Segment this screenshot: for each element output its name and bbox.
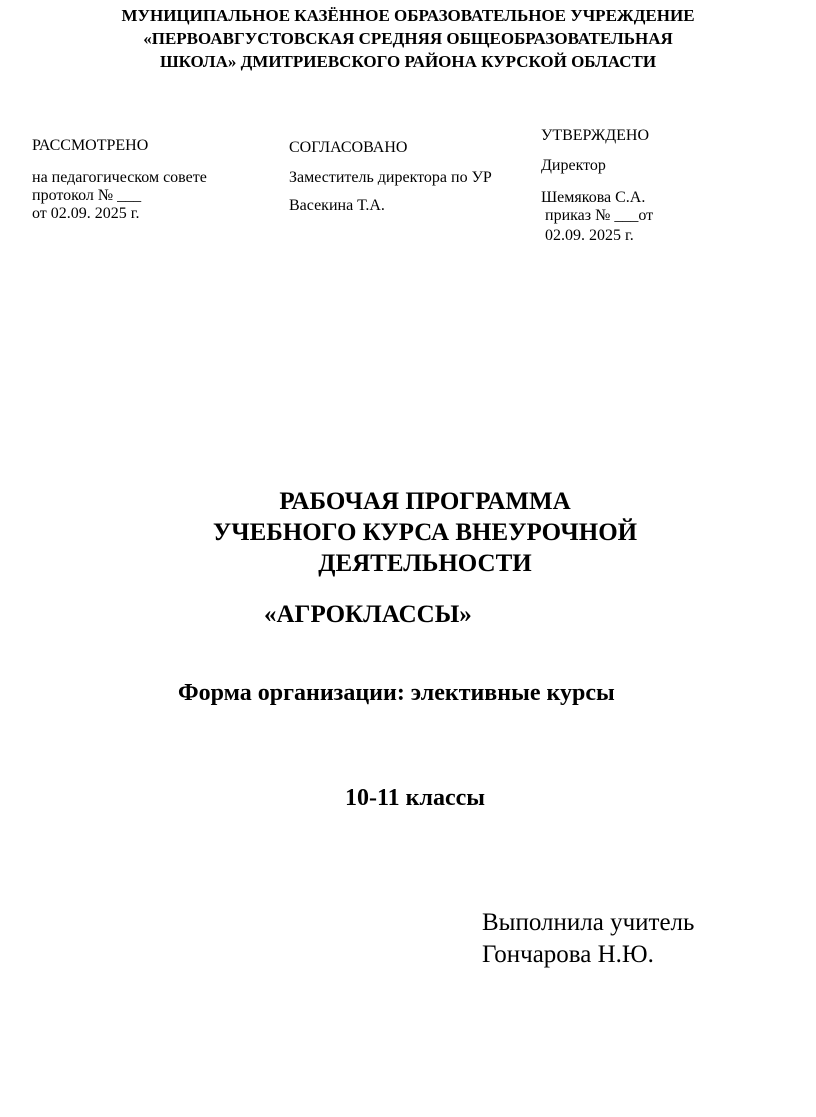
header-line-3: ШКОЛА» ДМИТРИЕВСКОГО РАЙОНА КУРСКОЙ ОБЛАСТИ xyxy=(159,52,657,71)
approved-block xyxy=(541,127,653,245)
header-line-2: «ПЕРВОАВГУСТОВСКАЯ СРЕДНЯЯ ОБЩЕОБРАЗОВАТЕЛЬНАЯ xyxy=(143,29,673,48)
author-line: Гончарова Н.Ю. xyxy=(482,941,654,968)
author-line: Выполнила учитель xyxy=(482,909,695,936)
agreed-line: Заместитель директора по УР xyxy=(289,169,492,186)
program-title-line: РАБОЧАЯ ПРОГРАММА xyxy=(279,488,571,515)
approved-line: Шемякова С.А. xyxy=(541,189,646,206)
header-line-1: МУНИЦИПАЛЬНОЕ КАЗЁННОЕ ОБРАЗОВАТЕЛЬНОЕ УЧРЕЖДЕНИЕ xyxy=(121,6,695,25)
reviewed-title: РАССМОТРЕНО xyxy=(32,137,149,154)
reviewed-block xyxy=(32,137,207,223)
agreed-line: Васекина Т.А. xyxy=(289,197,385,214)
reviewed-line: от 02.09. 2025 г. xyxy=(32,205,140,222)
reviewed-line: на педагогическом совете xyxy=(32,169,207,186)
grade-levels: 10-11 классы xyxy=(345,785,486,811)
course-name: «АГРОКЛАССЫ» xyxy=(264,601,472,628)
agreed-title: СОГЛАСОВАНО xyxy=(289,139,408,156)
approved-title: УТВЕРЖДЕНО xyxy=(541,127,650,144)
approved-line: 02.09. 2025 г. xyxy=(541,227,634,244)
program-title-line: ДЕЯТЕЛЬНОСТИ xyxy=(318,550,532,577)
institution-header xyxy=(0,4,816,73)
reviewed-line: протокол № ___ xyxy=(32,187,142,204)
program-title xyxy=(0,486,816,579)
approved-line: приказ № ___от xyxy=(541,207,654,224)
agreed-block xyxy=(289,139,492,215)
approved-line: Директор xyxy=(541,157,606,174)
author-block xyxy=(482,907,694,971)
program-title-line: УЧЕБНОГО КУРСА ВНЕУРОЧНОЙ xyxy=(212,519,638,546)
organization-form: Форма организации: элективные курсы xyxy=(178,680,615,706)
